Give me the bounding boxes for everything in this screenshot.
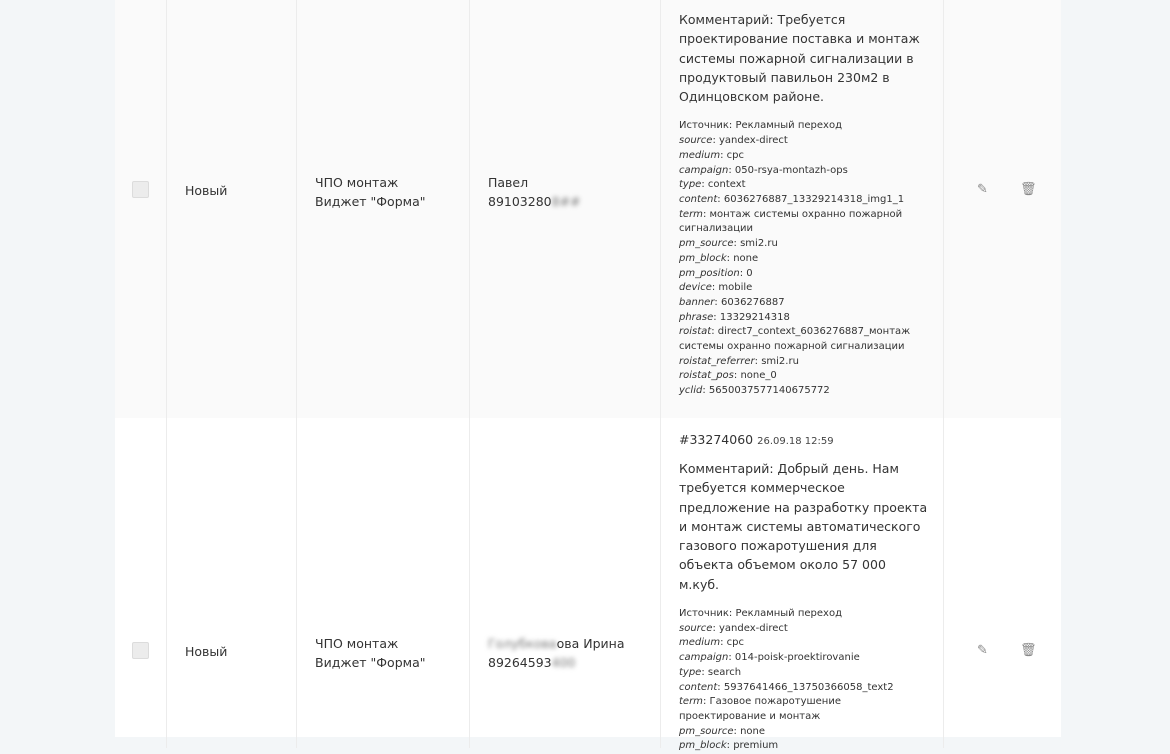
meta-key: medium	[679, 637, 721, 649]
meta-line: source: yandex-direct	[679, 622, 788, 634]
meta-value: 6036276887_13329214318_img1_1	[723, 194, 905, 205]
meta-value: 5937641466_13750366058_text2	[723, 681, 894, 693]
meta-value: smi2.ru	[761, 355, 799, 367]
meta-value: 014-poisk-proektirovanie	[734, 652, 860, 664]
meta-line: pm_position: 0	[679, 267, 753, 279]
meta-key: content	[679, 681, 718, 693]
meta-value: premium	[733, 740, 779, 752]
row-checkbox[interactable]	[132, 181, 149, 198]
meta-line: campaign: 050-rsya-montazh-ops	[679, 164, 848, 176]
meta-line: source: yandex-direct	[679, 135, 788, 147]
order-header	[679, 431, 929, 451]
table-row	[115, 0, 1061, 418]
meta-key: yclid	[679, 385, 703, 397]
contact-name: Голубковаова Ирина	[488, 636, 625, 651]
meta-key: pm_block	[679, 252, 727, 264]
contact-info	[488, 634, 624, 672]
meta-line: content: 6036276887_13329214318_img1_1	[679, 194, 905, 205]
row-checkbox[interactable]	[132, 642, 149, 659]
contact-phone: 891032808##	[488, 194, 581, 209]
meta-value: none_0	[740, 370, 777, 382]
meta-value: 0	[746, 267, 753, 279]
meta-key: pm_source	[679, 725, 734, 737]
meta-value: context	[707, 179, 746, 191]
contact-phone: 89264593400	[488, 655, 576, 670]
meta-key: roistat_pos	[679, 370, 734, 382]
meta-value: smi2.ru	[740, 238, 778, 250]
meta-key: pm_block	[679, 740, 727, 752]
meta-key: term	[679, 208, 703, 220]
source-header: Источник: Рекламный переход	[679, 120, 842, 132]
meta-value: none	[740, 725, 766, 737]
meta-line: type: search	[679, 666, 742, 678]
meta-value: none	[733, 252, 759, 264]
lead-source	[315, 173, 425, 211]
source-channel: ЧПО монтаж	[315, 175, 399, 190]
table-row	[115, 418, 1061, 752]
meta-line: pm_source: none	[679, 725, 766, 737]
meta-line: roistat: direct7_context_6036276887_монтаж системы охранно пожарной сигнализации	[679, 326, 911, 353]
order-id[interactable]: #33274060	[679, 432, 754, 447]
pencil-icon[interactable]: ✎	[977, 643, 988, 658]
meta-value: монтаж системы охранно пожарной сигнализации	[679, 208, 903, 235]
meta-line: content: 5937641466_13750366058_text2	[679, 681, 894, 693]
meta-value: 13329214318	[719, 311, 790, 323]
meta-key: roistat	[679, 326, 712, 338]
meta-line: roistat_referrer: smi2.ru	[679, 355, 799, 367]
meta-key: phrase	[679, 311, 714, 323]
meta-value: search	[707, 666, 742, 678]
meta-value: mobile	[718, 282, 753, 294]
lead-details	[679, 10, 929, 399]
utm-meta	[679, 607, 929, 754]
meta-value: Газовое пожаротушение проектирование и монтаж	[679, 696, 841, 722]
meta-value: cpc	[726, 637, 745, 649]
meta-line: roistat_pos: none_0	[679, 370, 777, 382]
status-label: Новый	[185, 183, 228, 198]
pencil-icon[interactable]: ✎	[977, 182, 988, 197]
meta-line: term: Газовое пожаротушение проектирование и монтаж	[679, 696, 841, 722]
source-channel: ЧПО монтаж	[315, 636, 399, 651]
utm-meta	[679, 119, 929, 398]
contact-info	[488, 173, 581, 211]
meta-line: device: mobile	[679, 282, 753, 294]
meta-line: medium: cpc	[679, 149, 745, 161]
meta-key: term	[679, 696, 703, 708]
source-widget: Виджет "Форма"	[315, 194, 426, 209]
meta-value: 6036276887	[720, 296, 785, 308]
meta-value: 050-rsya-montazh-ops	[734, 164, 848, 176]
meta-line: yclid: 5650037577140675772	[679, 385, 830, 397]
meta-key: content	[679, 194, 718, 205]
meta-line: banner: 6036276887	[679, 296, 785, 308]
meta-value: yandex-direct	[719, 135, 788, 147]
meta-key: medium	[679, 149, 721, 161]
source-header: Источник: Рекламный переход	[679, 608, 842, 620]
status-label: Новый	[185, 644, 228, 659]
meta-value: yandex-direct	[719, 622, 788, 634]
order-date: 26.09.18 12:59	[757, 436, 834, 447]
meta-key: source	[679, 135, 713, 147]
meta-key: type	[679, 666, 702, 678]
meta-line: pm_block: premium	[679, 740, 779, 752]
meta-key: pm_position	[679, 267, 740, 279]
lead-comment: Комментарий: Требуется проектирование поставка и монтаж системы пожарной сигнализации в продуктовый павильон 230м2 в Одинцовском районе.	[679, 12, 920, 105]
lead-details	[679, 431, 929, 754]
meta-line: term: монтаж системы охранно пожарной сигнализации	[679, 208, 903, 235]
meta-value: direct7_context_6036276887_монтаж системы охранно пожарной сигнализации	[679, 326, 911, 353]
meta-line: medium: cpc	[679, 637, 745, 649]
meta-key: type	[679, 179, 702, 191]
meta-value: cpc	[726, 149, 745, 161]
meta-key: banner	[679, 296, 715, 308]
meta-key: source	[679, 622, 713, 634]
meta-line: type: context	[679, 179, 746, 191]
source-widget: Виджет "Форма"	[315, 655, 426, 670]
leads-table	[115, 0, 1061, 752]
trash-icon[interactable]: 🗑	[1020, 182, 1037, 197]
meta-line: pm_source: smi2.ru	[679, 238, 778, 250]
meta-value: 5650037577140675772	[708, 385, 830, 397]
meta-key: roistat_referrer	[679, 355, 755, 367]
meta-key: campaign	[679, 164, 729, 176]
contact-name: Павел	[488, 175, 529, 190]
lead-source	[315, 634, 425, 672]
meta-line: campaign: 014-poisk-proektirovanie	[679, 652, 860, 664]
meta-line: pm_block: none	[679, 252, 759, 264]
trash-icon[interactable]: 🗑	[1020, 643, 1037, 658]
meta-key: campaign	[679, 652, 729, 664]
lead-comment: Комментарий: Добрый день. Нам требуется коммерческое предложение на разработку проекта и монтаж системы автоматического газового пожаротушения для объекта объемом около 57 000 м.куб.	[679, 461, 928, 592]
meta-key: pm_source	[679, 238, 734, 250]
meta-key: device	[679, 282, 712, 294]
meta-line: phrase: 13329214318	[679, 311, 790, 323]
